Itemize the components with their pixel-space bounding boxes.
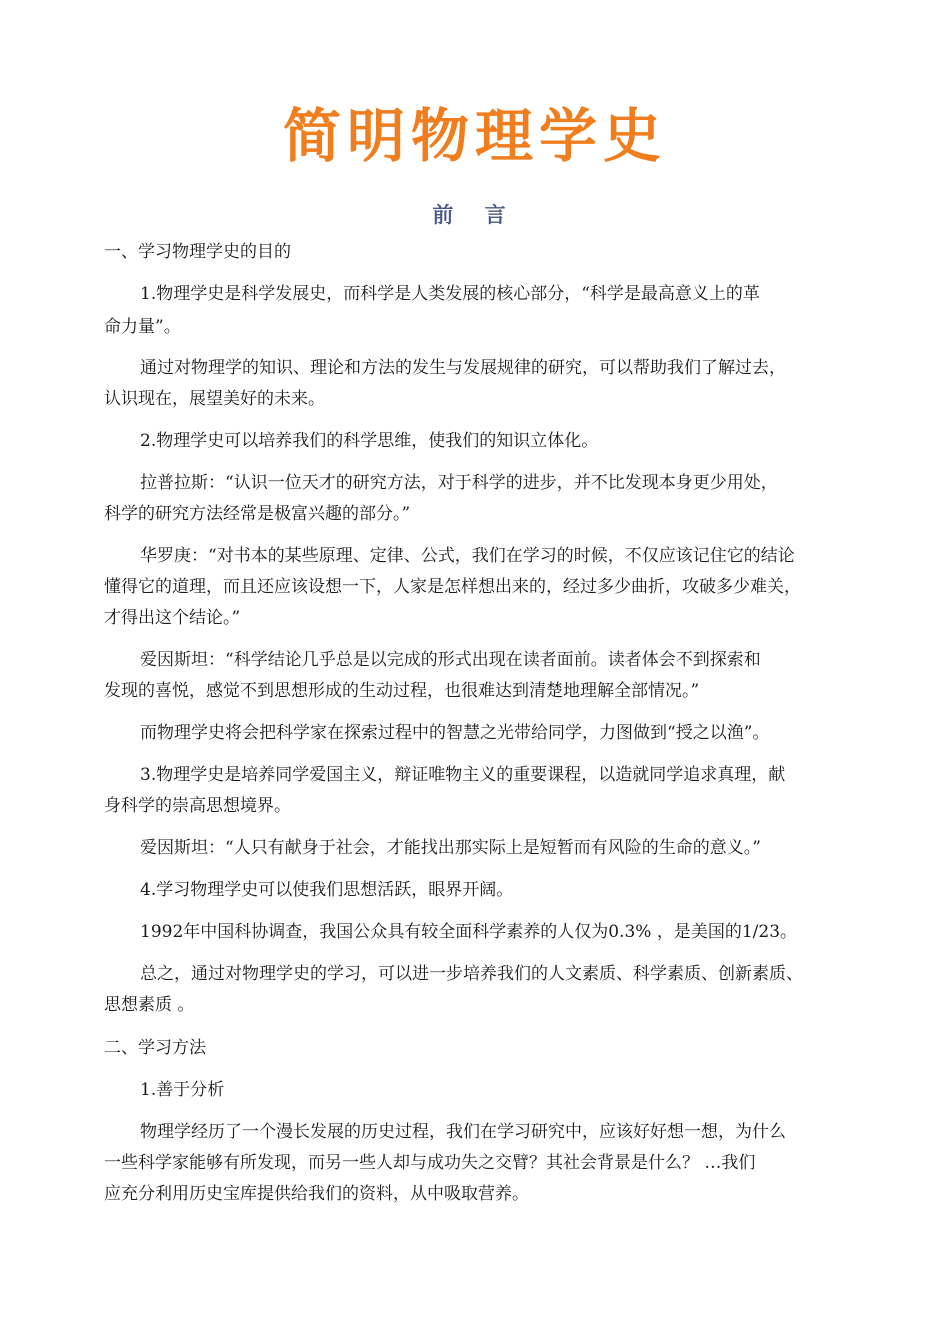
paragraph-line: 命力量”。 — [104, 317, 181, 337]
paragraph-line: 总之，通过对物理学史的学习，可以进一步培养我们的人文素质、科学素质、创新素质、 — [140, 964, 803, 984]
paragraph-line: 懂得它的道理，而且还应该设想一下，人家是怎样想出来的，经过多少曲折，攻破多少难关， — [104, 577, 801, 597]
paragraph-line: 物理学经历了一个漫长发展的历史过程，我们在学习研究中，应该好好想一想，为什么 — [140, 1122, 786, 1142]
paragraph-line: 思想素质 。 — [104, 995, 195, 1015]
paragraph-line: 认识现在，展望美好的未来。 — [104, 389, 325, 409]
paragraph-line: 科学的研究方法经常是极富兴趣的部分。” — [104, 504, 411, 524]
paragraph-line: 3.物理学史是培养同学爱国主义，辩证唯物主义的重要课程，以造就同学追求真理，献 — [140, 765, 786, 785]
paragraph-line: 发现的喜悦，感觉不到思想形成的生动过程，也很难达到清楚地理解全部情况。” — [104, 681, 700, 701]
paragraph-line: 4.学习物理学史可以使我们思想活跃，眼界开阔。 — [140, 880, 514, 900]
section-heading-purpose: 一、学习物理学史的目的 — [104, 242, 291, 262]
paragraph-line: 才得出这个结论。” — [104, 608, 241, 628]
paragraph-line: 爱因斯坦：“人只有献身于社会，才能找出那实际上是短暂而有风险的生命的意义。” — [140, 838, 761, 858]
document-title: 简明物理学史 — [282, 102, 667, 170]
section-heading-methods: 二、学习方法 — [104, 1038, 206, 1058]
paragraph-line: 应充分利用历史宝库提供给我们的资料，从中吸取营养。 — [104, 1184, 529, 1204]
preface-heading: 前 言 — [432, 203, 518, 227]
paragraph-line: 身科学的崇高思想境界。 — [104, 796, 291, 816]
paragraph-line: 拉普拉斯：“认识一位天才的研究方法，对于科学的进步，并不比发现本身更少用处， — [140, 473, 778, 493]
paragraph-line: 通过对物理学的知识、理论和方法的发生与发展规律的研究，可以帮助我们了解过去， — [140, 358, 786, 378]
paragraph-line: 爱因斯坦：“科学结论几乎总是以完成的形式出现在读者面前。读者体会不到探索和 — [140, 650, 761, 670]
paragraph-line: 而物理学史将会把科学家在探索过程中的智慧之光带给同学，力图做到“授之以渔”。 — [140, 723, 770, 743]
paragraph-line: 华罗庚：“对书本的某些原理、定律、公式，我们在学习的时候，不仅应该记住它的结论 — [140, 546, 795, 566]
paragraph-line: 1.物理学史是科学发展史，而科学是人类发展的核心部分，“科学是最高意义上的革 — [140, 284, 760, 304]
paragraph-line: 1992年中国科协调查，我国公众具有较全面科学素养的人仅为0.3% ，是美国的1/23。 — [140, 922, 798, 942]
paragraph-line: 一些科学家能够有所发现，而另一些人却与成功失之交臂？其社会背景是什么？ …我们 — [104, 1153, 756, 1173]
paragraph-line: 1.善于分析 — [140, 1080, 225, 1100]
paragraph-line: 2.物理学史可以培养我们的科学思维，使我们的知识立体化。 — [140, 431, 599, 451]
